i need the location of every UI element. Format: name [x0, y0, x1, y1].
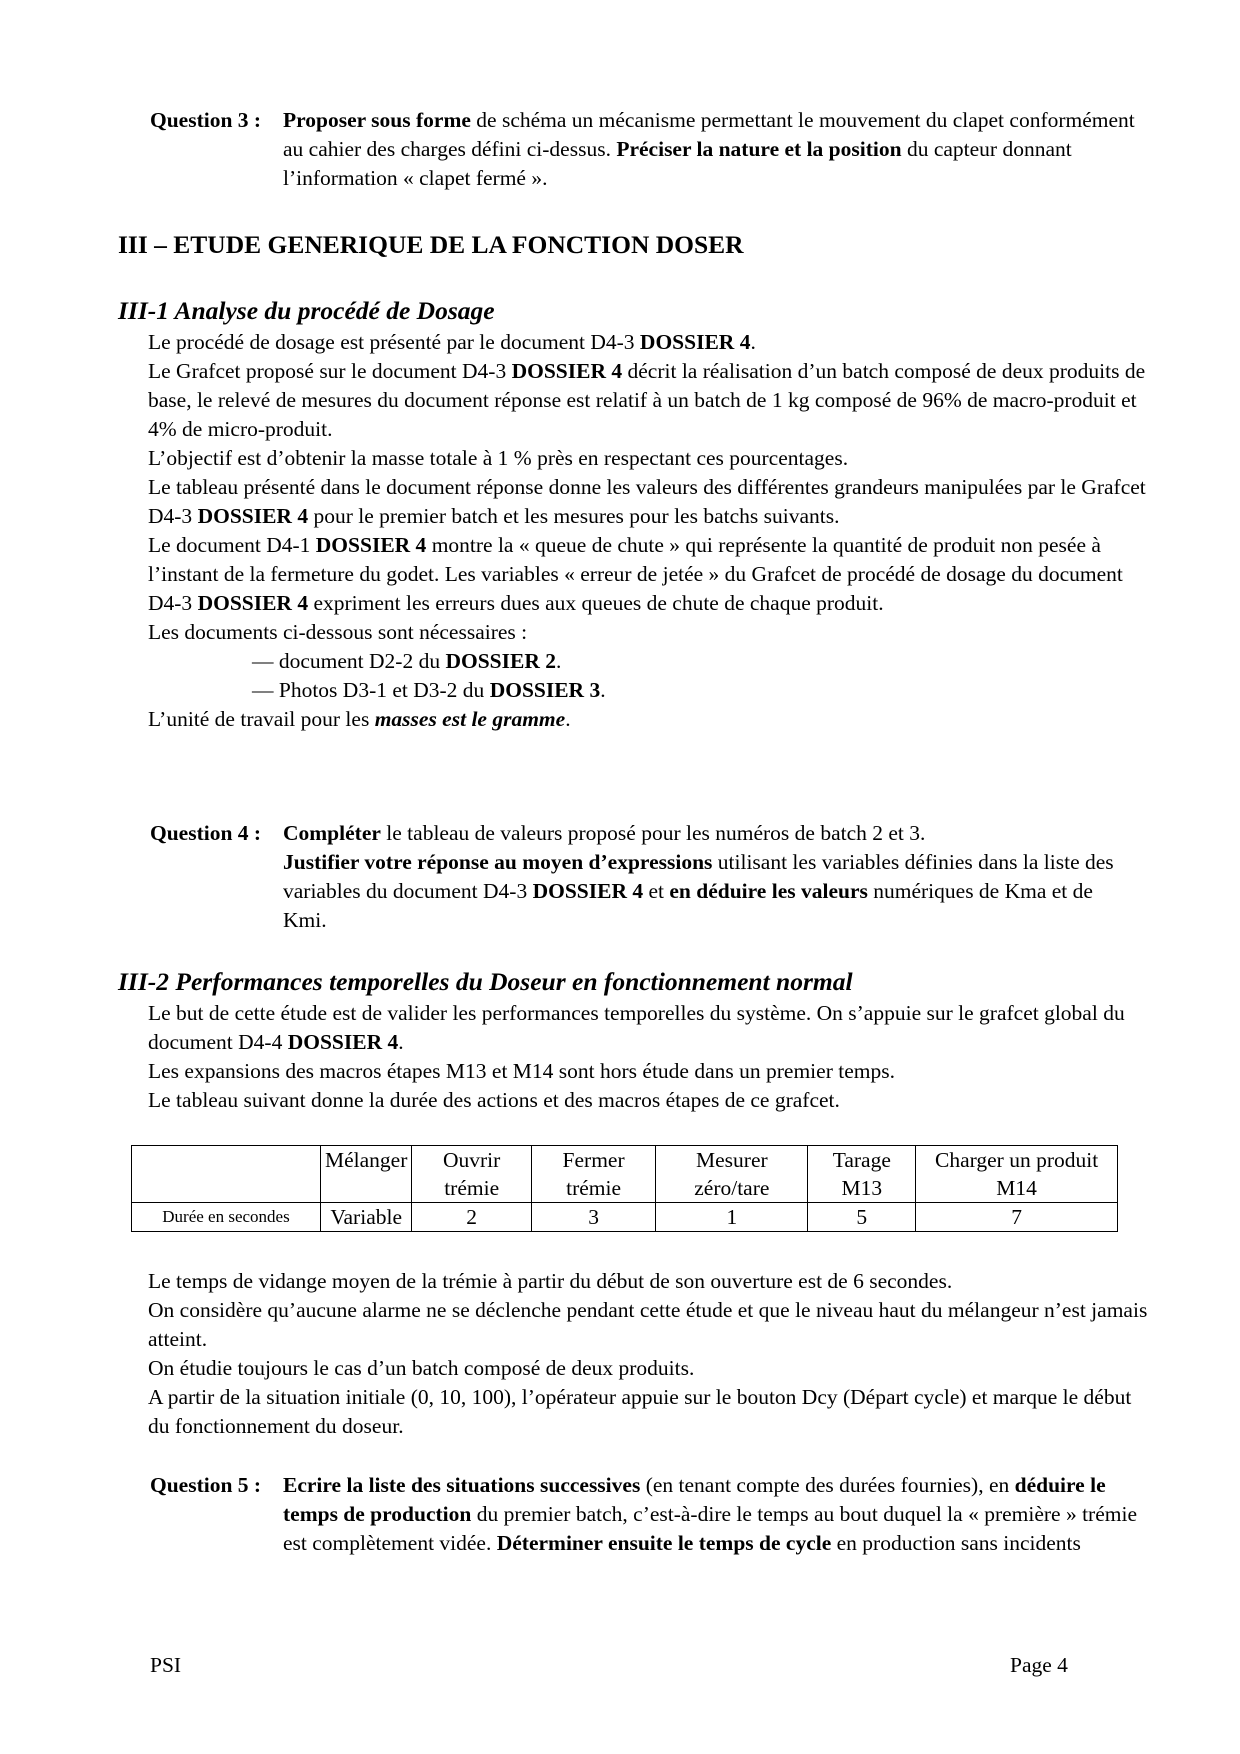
question-3-text	[283, 106, 1140, 193]
question-4	[150, 819, 1140, 935]
footer-left: PSI	[150, 1653, 182, 1677]
paragraph	[148, 1057, 1148, 1086]
text-run: décrit la réalisation d’un batch composé de deux produits de base, le relevé de mesures du document réponse est relatif à un batch de 1 kg composé de 96% de macro-produit et 4% de micro-produit.	[148, 359, 1146, 441]
bold-text: DOSSIER 4	[315, 533, 427, 557]
text-run: Le document D4-1	[148, 533, 316, 557]
after-table-body	[148, 1267, 1148, 1441]
subsection-1-title: III-1 Analyse du procédé de Dosage	[118, 296, 495, 325]
bold-text: Proposer sous forme	[283, 108, 471, 132]
text-run: numériques de Kma et de Kmi.	[283, 879, 1093, 932]
text-run: L’objectif est d’obtenir la masse totale à 1 % près en respectant ces pourcentages.	[148, 446, 849, 470]
bold-text: DOSSIER 4	[197, 591, 309, 615]
list-item	[252, 676, 1148, 705]
paragraph	[148, 1383, 1148, 1441]
text-run: Le Grafcet proposé sur le document D4-3	[148, 359, 512, 383]
durations-table	[131, 1145, 1118, 1232]
text-run: montre la « queue de chute » qui représente la quantité de produit non pesée à l’instant de la fermeture du godet. Les variables « erreur de jetée » du Grafcet de procédé de dosage du document D4-3	[148, 533, 1123, 615]
bold-text: Compléter	[283, 821, 381, 845]
table-header-cell: Mélanger	[321, 1146, 412, 1203]
text-run: A partir de la situation initiale (0, 10, 100), l’opérateur appuie sur le bouton Dcy (Départ cycle) et marque le début du fonctionnement du doseur.	[148, 1385, 1132, 1438]
question-5-label: Question 5 :	[150, 1473, 262, 1497]
paragraph	[148, 618, 1148, 647]
subsection-2-title: III-2 Performances temporelles du Doseur en fonctionnement normal	[118, 967, 853, 996]
subsection-1-body	[148, 328, 1148, 734]
table-cell: 7	[916, 1203, 1118, 1232]
text-run: .	[398, 1030, 404, 1054]
bold-text: Ecrire la liste des situations successives	[283, 1473, 641, 1497]
table-cell: 5	[808, 1203, 916, 1232]
unit-line	[148, 705, 1148, 734]
bold-text: DOSSIER 4	[511, 359, 623, 383]
text-run: .	[750, 330, 756, 354]
paragraph	[148, 473, 1148, 531]
text-run: Le tableau suivant donne la durée des actions et des macros étapes de ce grafcet.	[148, 1088, 840, 1112]
bold-text: DOSSIER 3	[489, 678, 601, 702]
list-item	[252, 647, 1148, 676]
paragraph	[148, 1354, 1148, 1383]
text-run: en production sans incidents	[831, 1531, 1081, 1555]
subsection-1-paragraphs	[148, 328, 1148, 647]
table-row	[132, 1203, 1118, 1232]
paragraph	[148, 357, 1148, 444]
text-run: pour le premier batch et les mesures pour les batchs suivants.	[308, 504, 840, 528]
subsection-2-body	[148, 999, 1148, 1115]
bold-text: en déduire les valeurs	[669, 879, 868, 903]
table-corner-cell	[132, 1146, 321, 1203]
text-run: expriment les erreurs dues aux queues de chute de chaque produit.	[308, 591, 884, 615]
text-run: Le temps de vidange moyen de la trémie à partir du début de son ouverture est de 6 secondes.	[148, 1269, 953, 1293]
question-4-text	[283, 819, 1140, 935]
text-run: On considère qu’aucune alarme ne se déclenche pendant cette étude et que le niveau haut du mélangeur n’est jamais atteint.	[148, 1298, 1148, 1351]
table-header-cell: Tarage M13	[808, 1146, 916, 1203]
bold-text: Justifier votre réponse au moyen d’expressions	[283, 850, 713, 874]
question-5-text	[283, 1471, 1140, 1558]
bold-text: DOSSIER 4	[639, 330, 751, 354]
text-run: Les expansions des macros étapes M13 et M14 sont hors étude dans un premier temps.	[148, 1059, 895, 1083]
text-run: L’unité de travail pour les	[148, 707, 375, 731]
paragraph	[148, 444, 1148, 473]
paragraph	[148, 1086, 1148, 1115]
table-cell: 1	[656, 1203, 808, 1232]
footer-page-number: Page 4	[1010, 1653, 1068, 1677]
bold-text: Déterminer ensuite le temps de cycle	[496, 1531, 832, 1555]
bold-text: DOSSIER 2	[445, 649, 556, 673]
paragraph	[148, 531, 1148, 618]
bold-text: Préciser la nature et la position	[616, 137, 902, 161]
table-header-cell: Fermer trémie	[531, 1146, 655, 1203]
paragraph	[148, 999, 1148, 1057]
text-run: utilisant les variables définies dans la liste des variables du document D4-3	[283, 850, 1114, 903]
question-5	[150, 1471, 1140, 1558]
bold-text: DOSSIER 4	[532, 879, 644, 903]
bold-text: masses est le gramme	[374, 707, 566, 731]
section-title: III – ETUDE GENERIQUE DE LA FONCTION DOSER	[118, 230, 744, 259]
text-run: Le tableau présenté dans le document réponse donne les valeurs des différentes grandeurs manipulées par le Grafcet D4-3	[148, 475, 1146, 528]
bold-text: DOSSIER 4	[197, 504, 309, 528]
question-4-label: Question 4 :	[150, 821, 262, 845]
table-header-row	[132, 1146, 1118, 1203]
text-run: Le procédé de dosage est présenté par le document D4-3	[148, 330, 640, 354]
table-cell: 3	[531, 1203, 655, 1232]
text-run: (en tenant compte des durées fournies), en	[640, 1473, 1015, 1497]
table-cell: Variable	[321, 1203, 412, 1232]
text-run: Photos D3-1 et D3-2 du	[278, 678, 490, 702]
text-run: On étudie toujours le cas d’un batch composé de deux produits.	[148, 1356, 695, 1380]
text-run: Le but de cette étude est de valider les performances temporelles du système. On s’appuie sur le grafcet global du document D4-4	[148, 1001, 1125, 1054]
text-run: .	[556, 649, 562, 673]
question-3-label: Question 3 :	[150, 108, 262, 132]
text-run: .	[565, 707, 571, 731]
text-run: le tableau de valeurs proposé pour les numéros de batch 2 et 3.	[380, 821, 926, 845]
question-3	[150, 106, 1140, 193]
table-cell: 2	[412, 1203, 532, 1232]
text-run: et	[643, 879, 670, 903]
text-run: Les documents ci-dessous sont nécessaires :	[148, 620, 528, 644]
text-run: de schéma un mécanisme permettant le mouvement du clapet conformément au cahier des charges défini ci-dessus.	[283, 108, 1135, 161]
table-header-cell: Mesurer zéro/tare	[656, 1146, 808, 1203]
table-header-cell: Ouvrir trémie	[412, 1146, 532, 1203]
text-run: du capteur donnant l’information « clapet fermé ».	[283, 137, 1072, 190]
bold-text: déduire le temps de production	[283, 1473, 1106, 1526]
required-documents-list	[148, 647, 1148, 705]
text-run: .	[600, 678, 606, 702]
table-row-label: Durée en secondes	[132, 1203, 321, 1232]
table-header-cell: Charger un produit M14	[916, 1146, 1118, 1203]
text-run: document D2-2 du	[278, 649, 446, 673]
bold-text: DOSSIER 4	[287, 1030, 399, 1054]
paragraph	[148, 328, 1148, 357]
paragraph	[148, 1296, 1148, 1354]
text-run: du premier batch, c’est-à-dire le temps au bout duquel la « première » trémie est complètement vidée.	[283, 1502, 1137, 1555]
paragraph	[148, 1267, 1148, 1296]
